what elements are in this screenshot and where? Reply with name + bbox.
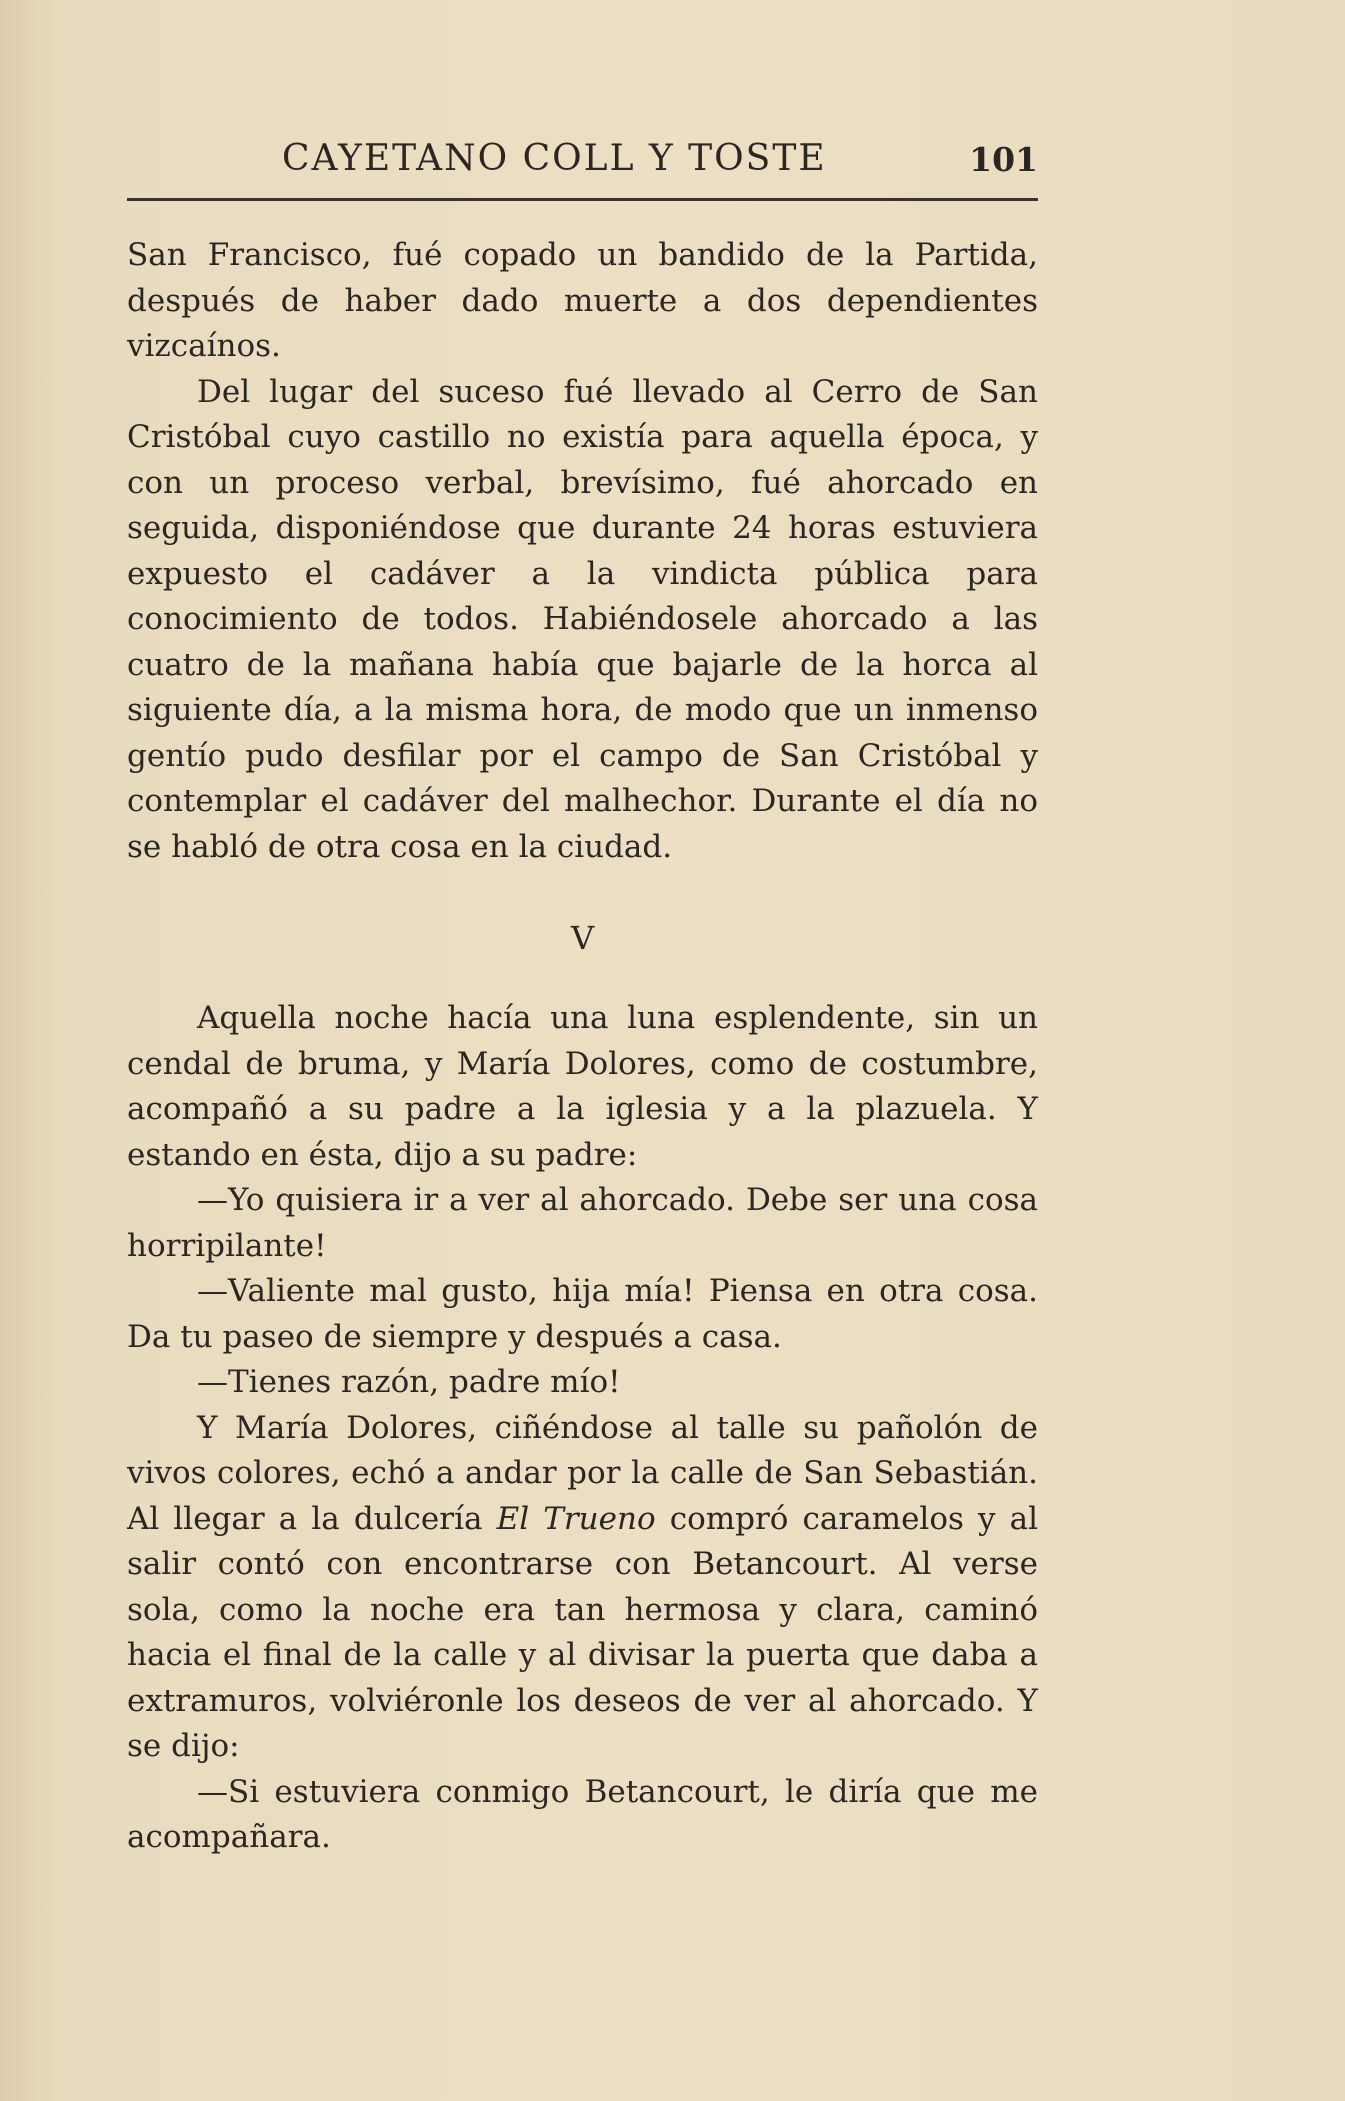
section-heading: V xyxy=(570,919,595,957)
dialogue-line: —Si estuviera conmigo Betancourt, le diría que me acompañara. xyxy=(127,1773,1038,1855)
paragraph-text: Y María Dolores, ciñéndose al talle su pañolón de vivos colores, echó a andar por la calle de San Sebastián. Al llegar a la dulcería xyxy=(127,1409,1038,1537)
dialogue-line: —Yo quisiera ir a ver al ahorcado. Debe ser una cosa horripilante! xyxy=(127,1182,1038,1264)
paragraph: Del lugar del suceso fué llevado al Cerro de San Cristóbal cuyo castillo no existía para aquella época, y con un proceso verbal, brevísimo, fué ahorcado en seguida, disponiéndose que durante 24 horas estuviera expuesto el cadáver a la vindicta pública para conocimiento de todos. Habiéndosele ahorcado a las cuatro de la mañana había que bajarle de la horca al siguiente día, a la misma hora, de modo que un inmenso gentío pudo desfilar por el campo de San Cristóbal y contemplar el cadáver del malhechor. Durante el día no se habló de otra cosa en la ciudad. xyxy=(127,373,1038,865)
body-text xyxy=(127,233,1038,1861)
running-title: CAYETANO COLL Y TOSTE xyxy=(282,138,827,179)
paragraph: Aquella noche hacía una luna esplendente, sin un cendal de bruma, y María Dolores, como de costumbre, acompañó a su padre a la iglesia y a la plazuela. Y estando en ésta, dijo a su padre: xyxy=(127,1000,1038,1173)
dialogue-line: —Tienes razón, padre mío! xyxy=(197,1364,621,1400)
paragraph xyxy=(127,1406,1038,1770)
paragraph-continued: San Francisco, fué copado un bandido de la Partida, después de haber dado muerte a dos dependientes vizcaínos. xyxy=(127,237,1038,364)
italic-shop-name: El Trueno xyxy=(496,1500,656,1537)
page-header xyxy=(127,138,1038,188)
dialogue-line: —Valiente mal gusto, hija mía! Piensa en otra cosa. Da tu paseo de siempre y después a casa. xyxy=(127,1273,1038,1355)
page-number: 101 xyxy=(969,140,1038,179)
paragraph-text: compró caramelos y al salir contó con encontrarse con Betancourt. Al verse sola, como la noche era tan hermosa y clara, caminó hacia el final de la calle y al divisar la puerta que daba a extramuros, volviéronle los deseos de ver al ahorcado. Y se dijo: xyxy=(127,1500,1038,1764)
header-rule xyxy=(127,198,1038,201)
book-page xyxy=(127,0,1038,2101)
